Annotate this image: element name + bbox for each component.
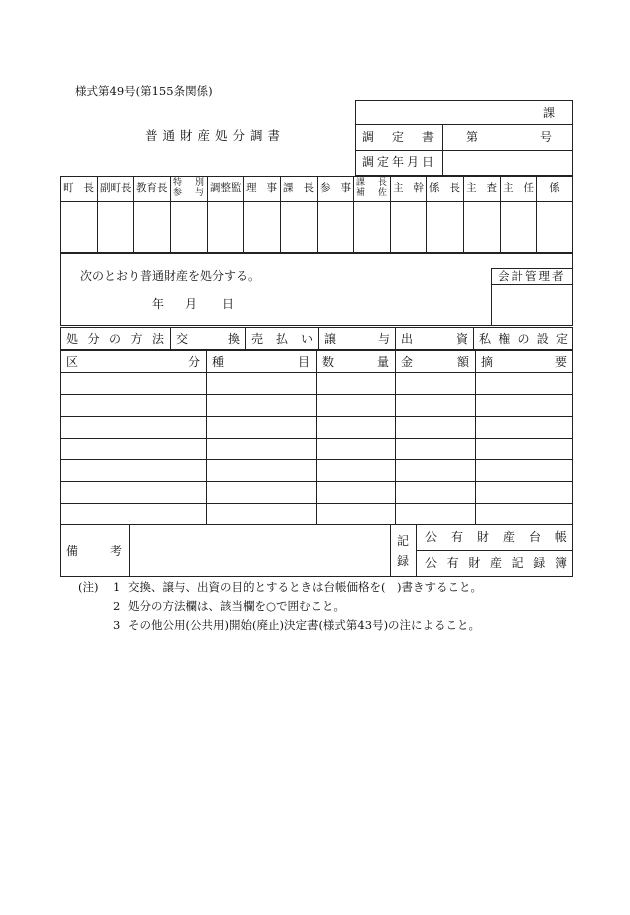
notes-prefix: (注) xyxy=(78,580,99,594)
approval-title-9-line-1: 課 長 xyxy=(356,177,387,188)
method-label-char: 法 xyxy=(151,332,164,346)
approval-title-4-line-2: 参 与 xyxy=(173,187,204,198)
method-option-char: 与 xyxy=(377,332,390,346)
note-2-number: 2 xyxy=(113,599,121,613)
method-option-char: 定 xyxy=(555,332,568,346)
record-book-char: 有 xyxy=(446,556,459,570)
dai-label: 第 xyxy=(466,130,479,144)
table-row xyxy=(60,394,573,395)
table-header-tekiyo xyxy=(481,356,567,368)
table-row xyxy=(60,438,573,439)
table-row xyxy=(60,481,573,482)
go-label: 号 xyxy=(540,130,553,144)
method-option-char: 売 xyxy=(251,332,264,346)
record-book-char: 公 xyxy=(425,530,438,544)
remarks-label-char: 考 xyxy=(109,544,122,558)
record-book-char: 財 xyxy=(468,556,481,570)
table-row xyxy=(60,459,573,460)
note-2-text: 処分の方法欄は、該当欄を○で囲むこと。 xyxy=(128,599,346,613)
table-row xyxy=(60,416,573,417)
note-1-text: 交換、譲与、出資の目的とするときは台帳価格を( )書きすること。 xyxy=(128,580,482,594)
table-header-shumoku xyxy=(212,356,310,368)
method-label-char: 方 xyxy=(130,332,143,346)
accountant-label: 会計管理者 xyxy=(498,269,566,283)
approval-title-10-line-1: 主 幹 xyxy=(393,181,424,194)
table-header-char: 種 xyxy=(212,355,225,369)
record-book-char: 帳 xyxy=(554,530,567,544)
record-book-char: 公 xyxy=(425,556,438,570)
approval-title-8 xyxy=(320,176,351,201)
method-option-char: 換 xyxy=(227,332,240,346)
remarks-label-char: 備 xyxy=(66,544,79,558)
form-number-label: 様式第49号(第155条関係) xyxy=(75,84,213,98)
method-option-char: 払 xyxy=(275,332,288,346)
method-label-char: 処 xyxy=(66,332,79,346)
method-option-char: 設 xyxy=(536,332,549,346)
note-3-text: その他公用(公共用)開始(廃止)決定書(様式第43号)の注によること。 xyxy=(128,618,481,632)
approval-title-5 xyxy=(210,176,241,201)
table-header-char: 量 xyxy=(376,355,389,369)
method-label-char: 分 xyxy=(87,332,100,346)
table-header-char: 摘 xyxy=(481,355,494,369)
date-month-label: 月 xyxy=(185,297,198,311)
table-row xyxy=(60,503,573,504)
method-option-char: 権 xyxy=(498,332,511,346)
approval-title-8-line-1: 参 事 xyxy=(320,181,351,194)
method-option-char: 出 xyxy=(401,332,414,346)
record-book-char: 台 xyxy=(528,530,541,544)
section-ka: 課 xyxy=(543,106,556,120)
method-option-char: 譲 xyxy=(324,332,337,346)
table-header-kubun xyxy=(66,356,200,368)
document-title: 普通財産処分調書 xyxy=(145,128,286,143)
chotei-sho-label: 調定書 xyxy=(362,130,453,144)
table-header-char: 区 xyxy=(66,355,79,369)
date-day-label: 日 xyxy=(222,297,235,311)
record-book-char: 簿 xyxy=(554,556,567,570)
record-label-1: 記 xyxy=(397,534,410,548)
note-1-number: 1 xyxy=(113,580,121,594)
approval-title-6-line-1: 理 事 xyxy=(246,181,277,194)
table-row xyxy=(60,372,573,373)
record-book-char: 財 xyxy=(476,530,489,544)
approval-title-11 xyxy=(429,176,460,201)
approval-title-7 xyxy=(283,176,314,201)
method-option-char: い xyxy=(300,332,313,346)
approval-title-12 xyxy=(466,176,497,201)
record-book-char: 記 xyxy=(511,556,524,570)
table-header-char: 要 xyxy=(554,355,567,369)
method-option-char: の xyxy=(517,332,530,346)
record-label-2: 録 xyxy=(397,554,410,568)
method-option-char: 資 xyxy=(455,332,468,346)
approval-title-13-line-1: 主 任 xyxy=(503,181,534,194)
approval-title-2-line-1: 副 町 長 xyxy=(100,181,132,194)
record-book-char: 産 xyxy=(502,530,515,544)
approval-title-5-line-1: 調 整 監 xyxy=(210,181,242,194)
approval-title-4-line-1: 特 別 xyxy=(173,177,204,188)
table-header-char: 数 xyxy=(322,355,335,369)
approval-title-1-line-1: 町 長 xyxy=(63,181,94,194)
method-option-private-right xyxy=(479,333,568,345)
approval-title-9 xyxy=(356,176,387,201)
approval-title-1 xyxy=(63,176,94,201)
table-header-char: 目 xyxy=(297,355,310,369)
approval-title-14-line-1: 係 xyxy=(549,181,560,194)
remarks-label xyxy=(66,545,122,557)
table-header-char: 額 xyxy=(456,355,469,369)
record-book-ledger xyxy=(425,531,567,543)
approval-title-7-line-1: 課 長 xyxy=(283,181,314,194)
method-option-exchange xyxy=(176,333,240,345)
date-year-label: 年 xyxy=(152,297,165,311)
approval-title-3 xyxy=(136,176,167,201)
record-book-char: 有 xyxy=(450,530,463,544)
chotei-date-label: 調定年月日 xyxy=(362,155,438,169)
table-header-suryo xyxy=(322,356,389,368)
record-book-char: 産 xyxy=(489,556,502,570)
method-label xyxy=(66,333,164,345)
approval-title-14 xyxy=(539,176,570,201)
note-3-number: 3 xyxy=(113,618,121,632)
table-header-kingaku xyxy=(401,356,469,368)
record-book-register xyxy=(425,557,567,569)
statement-text: 次のとおり普通財産を処分する。 xyxy=(80,269,261,283)
approval-title-9-line-2: 補 佐 xyxy=(356,187,387,198)
method-option-char: 交 xyxy=(176,332,189,346)
approval-title-3-line-1: 教 育 長 xyxy=(136,181,168,194)
method-option-char: 私 xyxy=(479,332,492,346)
table-header-char: 分 xyxy=(187,355,200,369)
approval-title-4 xyxy=(173,176,204,201)
approval-title-2 xyxy=(100,176,131,201)
approval-title-13 xyxy=(503,176,534,201)
method-option-sale xyxy=(251,333,313,345)
method-option-investment xyxy=(401,333,468,345)
approval-title-11-line-1: 係 長 xyxy=(429,181,460,194)
method-option-transfer xyxy=(324,333,390,345)
method-label-char: の xyxy=(108,332,121,346)
approval-title-12-line-1: 主 査 xyxy=(466,181,497,194)
approval-title-10 xyxy=(393,176,424,201)
table-header-char: 金 xyxy=(401,355,414,369)
record-book-char: 録 xyxy=(533,556,546,570)
approval-title-6 xyxy=(246,176,277,201)
